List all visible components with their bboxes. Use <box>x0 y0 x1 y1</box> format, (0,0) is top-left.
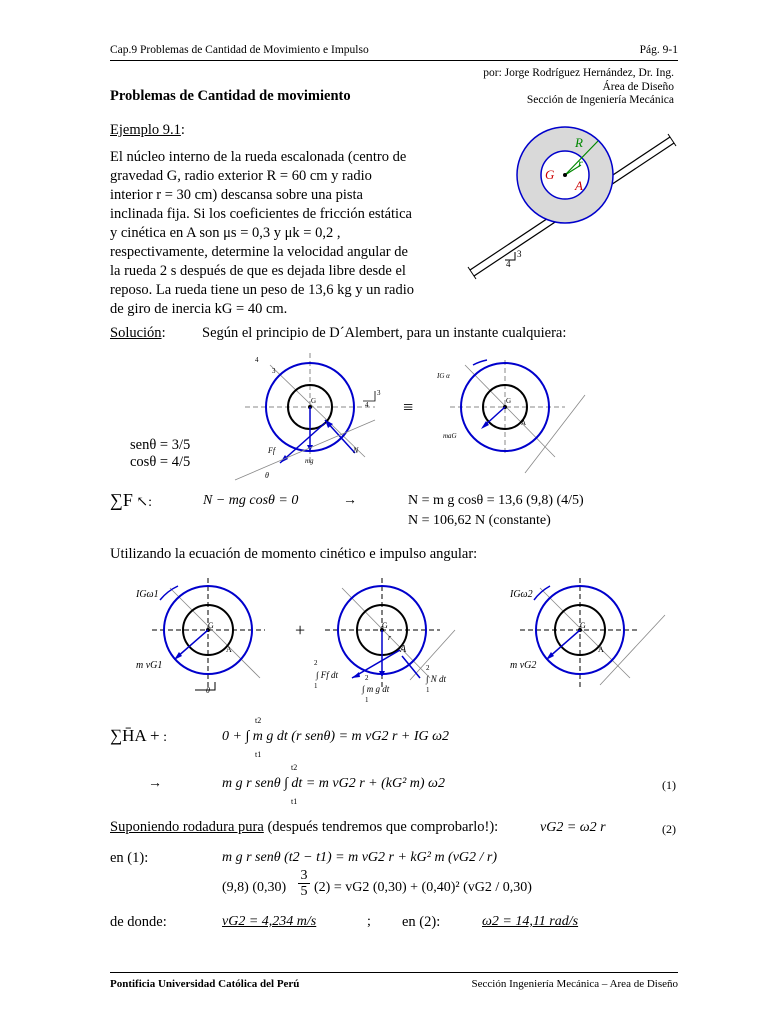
lim2-N: 2 <box>426 664 430 672</box>
sub-line-2b: (2) = vG2 (0,30) + (0,40)² (vG2 / 0,30) <box>314 880 532 895</box>
moment-eq: 0 + ∫ m g dt (r senθ) = m vG2 r + IG ω2 <box>222 729 450 744</box>
footer-rule <box>110 972 678 973</box>
fraction-denominator: 5 <box>300 884 308 899</box>
cos-value: cosθ = 4/5 <box>130 454 191 470</box>
fbd-4-label: 4 <box>255 356 259 364</box>
velocity-result: vG2 = 4,234 m/s <box>222 914 317 929</box>
normal-impulse: ∫ N dt <box>426 674 446 684</box>
mv-G2-label: m vG2 <box>510 660 537 671</box>
force-eq-rhs2: N = 106,62 N (constante) <box>408 513 551 528</box>
moment-colon: : <box>163 730 167 745</box>
moment-upper-limit: t2 <box>255 716 262 725</box>
radius-r-label: r <box>578 156 583 170</box>
rolling-eq: vG2 = ω2 r <box>540 820 606 835</box>
lim1-Ff: 1 <box>314 682 318 690</box>
sub-line-1: m g r senθ (t2 − t1) = m vG2 r + kG² m (vG2 / r) <box>222 850 498 865</box>
header-author: por: Jorge Rodríguez Hernández, Dr. Ing. <box>483 67 674 79</box>
moment-lower-limit: t1 <box>255 750 262 759</box>
eq-number-2: (2) <box>662 822 676 836</box>
dedonde-label: de donde: <box>110 914 167 930</box>
lim1-N: 1 <box>426 686 430 694</box>
lim2-mg: 2 <box>365 674 369 682</box>
equivalence-symbol: ≡ <box>403 397 414 417</box>
example-line: inclinada fija. Si los coeficientes de fricción estática <box>110 206 412 222</box>
force-colon: : <box>148 495 152 510</box>
imp-G3-label: G <box>580 621 586 630</box>
moment-eq-2: m g r senθ ∫ dt = m vG2 r + (kG² m) ω2 <box>222 776 445 791</box>
rolling-rest: (después tendremos que comprobarlo!): <box>267 819 499 835</box>
footer-university: Pontificia Universidad Católica del Perú <box>110 978 300 990</box>
page-title: Problemas de Cantidad de movimiento <box>110 88 351 104</box>
solution-heading <box>110 324 166 343</box>
sen-value: senθ = 3/5 <box>130 437 191 453</box>
theta-label: θ <box>265 471 269 480</box>
example-line: la rueda 2 s después de que es dejada libre desde el <box>110 263 406 279</box>
example-line: El núcleo interno de la rueda escalonada (centro de <box>110 149 407 165</box>
example-line: gravedad G, radio exterior R = 60 cm y radio <box>110 168 372 184</box>
example-line: respectivamente, determine la velocidad angular de <box>110 244 408 260</box>
en2-label: en (2): <box>402 914 441 930</box>
moment2-upper-limit: t2 <box>291 763 298 772</box>
example-text <box>110 148 440 319</box>
example-line: reposo. La rueda tiene un peso de 13,6 kg y un radio <box>110 282 415 298</box>
header-page: Pág. 9-1 <box>639 44 678 56</box>
normal-label: N <box>353 446 359 455</box>
header-chapter: Cap.9 Problemas de Cantidad de Movimiento e Impulso <box>110 44 369 56</box>
imp-theta-label: θ <box>206 686 210 695</box>
rolling-label: Suponiendo rodadura pura <box>110 819 264 835</box>
inertia-w2-label: IGω2 <box>510 589 533 600</box>
center-G-label: G <box>545 167 555 182</box>
radius-R-label: R <box>575 135 583 150</box>
plus-sign: + <box>295 620 306 640</box>
header-area: Área de Diseño <box>602 80 674 93</box>
example-heading <box>110 121 185 140</box>
example-line: y cinética en A son μs = 0,3 y μk = 0,2 , <box>110 225 341 241</box>
fraction <box>298 868 310 899</box>
force-eq-lhs: N − mg cosθ = 0 <box>203 493 299 508</box>
imp-A1-label: A <box>226 645 232 654</box>
fbd-3-label: 3 <box>272 367 276 375</box>
friction-label: Ff <box>268 446 276 455</box>
impulse-text: Utilizando la ecuación de momento cinético e impulso angular: <box>110 546 478 562</box>
imp-G1-label: G <box>208 621 214 630</box>
solution-label: Solución <box>110 325 162 341</box>
arrow-dir: ↖ <box>136 495 149 510</box>
fbd-G2-label: G <box>506 397 512 405</box>
lim1-mg: 1 <box>365 696 369 704</box>
impulse-momentum-figure <box>120 570 680 705</box>
moment2-lower-limit: t1 <box>291 797 298 806</box>
trig-values <box>130 437 190 471</box>
example-line: interior r = 30 cm) descansa sobre una pista <box>110 187 363 203</box>
free-body-diagram <box>225 345 595 485</box>
fbd-3b-label: 3 <box>377 389 381 397</box>
slope-4-label: 4 <box>506 259 511 269</box>
rolling-assumption <box>110 818 498 837</box>
maG-label: maG <box>443 432 457 440</box>
fbd-G-label: G <box>311 397 317 405</box>
force-eq-rhs1: N = m g cosθ = 13,6 (9,8) (4/5) <box>408 493 584 508</box>
mv-G1-label: m vG1 <box>136 660 163 671</box>
contact-A-label: A <box>575 178 583 193</box>
imp-r-label: r <box>388 633 392 642</box>
header-rule <box>110 60 678 61</box>
en1-label: en (1): <box>110 850 149 866</box>
header-section: Sección de Ingeniería Mecánica <box>526 94 674 106</box>
example-line: de giro de inercia kG = 40 cm. <box>110 301 288 317</box>
inertia-alpha-label: IG α <box>437 372 450 380</box>
result-semicolon: ; <box>367 914 371 929</box>
sub-line-2a: (9,8) (0,30) <box>222 880 287 895</box>
weight-label: mg <box>305 457 314 465</box>
footer-section: Sección Ingeniería Mecánica – Area de Diseño <box>471 978 678 990</box>
fbd-A2-label: A <box>521 419 527 427</box>
fraction-numerator: 3 <box>298 868 310 884</box>
sum-HA: ∑H̄A + <box>110 726 160 745</box>
moment-sum <box>110 726 167 746</box>
fbd-4b-label: 4 <box>365 401 369 409</box>
friction-impulse: ∫ Ff dt <box>316 670 338 680</box>
imp-A3-label: A <box>598 645 604 654</box>
slope-3-label: 3 <box>517 249 522 259</box>
sum-F: ∑F <box>110 490 133 510</box>
imp-A2-label: A <box>400 644 407 655</box>
moment-arrow: → <box>148 776 162 791</box>
force-arrow: → <box>343 493 357 508</box>
force-sum <box>110 490 152 511</box>
header-author-block <box>483 67 674 108</box>
omega-result: ω2 = 14,11 rad/s <box>482 914 579 929</box>
eq-number-1: (1) <box>662 778 676 792</box>
imp-G2-label: G <box>382 621 388 630</box>
solution-text: Según el principio de D´Alembert, para un instante cualquiera: <box>202 325 567 341</box>
weight-impulse: ∫ m g dt <box>362 684 390 694</box>
wheel-incline-figure <box>460 115 690 285</box>
example-label: Ejemplo 9.1 <box>110 122 181 138</box>
inertia-w1-label: IGω1 <box>136 589 159 600</box>
example-colon: : <box>180 122 185 138</box>
lim2-Ff: 2 <box>314 659 318 667</box>
solution-colon: : <box>161 325 166 341</box>
